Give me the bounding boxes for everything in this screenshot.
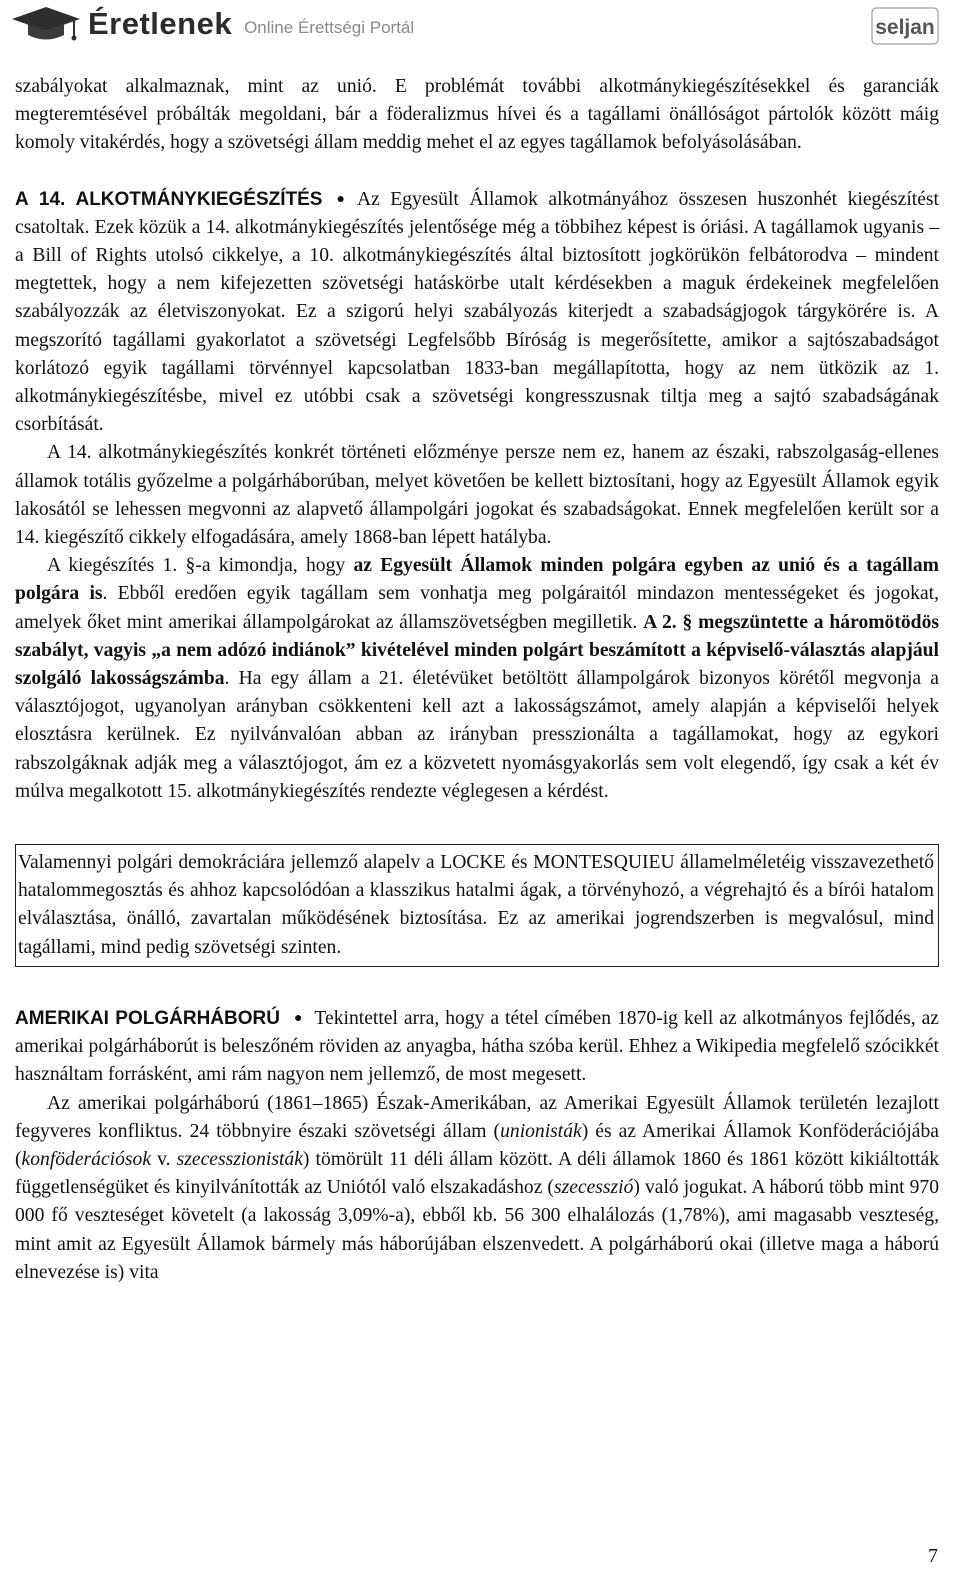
text-run: . Ebből eredően egyik tagállam sem vonhatja meg polgáraitól mindazon mentességeket és jogokat, amelyek őket mint amerikai állampolgárokat az államszövetségben megilletik. — [15, 583, 939, 633]
text-run: A kiegészítés 1. §-a kimondja, hogy — [47, 555, 354, 577]
section-text: Tekintettel arra, hogy a tétel címében 1870-ig kell az alkotmányos fejlődés, az amerikai polgárháborút is beleszőném röviden az anyagba, hátha szóba kerül. Ehhez a Wikipedia megfelelő szócikkét használtam forrásként, ami rám nagyon nem jellemző, de most megesett. — [15, 1007, 939, 1086]
section-heading: AMERIKAI POLGÁRHÁBORÚ — [15, 1007, 280, 1029]
italic-text: szecesszionisták — [176, 1148, 303, 1170]
italic-text: szecesszió — [553, 1177, 634, 1199]
section-heading: A 14. ALKOTMÁNYKIEGÉSZÍTÉS — [15, 188, 323, 210]
section-civil-war — [15, 1005, 939, 1090]
text-run: . Ha egy állam a 21. életévüket betöltött állampolgárok bizonyos körétől megvonja a választójogot, ugyanolyan arányban csökkenteni kell azt a lakosságszámot, amely alapján a képviselői helyek elosztásra kerülnek. Ez nyilvánvalóan abban az irányban presszionálta a tagállamokat, hogy az egykori rabszolgáknak adják meg a választójogot, ám ez a közvetett nyomásgyakorlás sem volt elegendő, így csak a két év múlva megalkotott 15. alkotmánykiegészítés rendezte véglegesen a kérdést. — [15, 668, 939, 802]
paragraph: szabályokat alkalmaznak, mint az unió. E problémát további alkotmánykiegészítésekkel és garanciák megteremtésével próbálták megoldani, bár a föderalizmus hívei és a tagállami önállóságot pártolók között máig komoly vitakérdés, hogy a szövetségi állam meddig mehet el az egyes tagállamok befolyásolásában. — [15, 76, 939, 154]
paragraph: A 14. alkotmánykiegészítés konkrét történeti előzménye persze nem ez, hanem az északi, rabszolgaság-ellenes államok totális győzelme a polgárháborúban, melyet követően be kellett biztosítani, hogy az Egyesült Államok egyik lakosától se lehessen megvonni az alapvető állampolgári jogokat és szabadságokat. Ennek megfelelően került sor a 14. kiegészítő cikkely elfogadására, amely 1868-ban lépett hatályba. — [15, 442, 939, 549]
bold-text: az Egyesült Államok minden polgára egyben az unió és a tagállam polgára is — [15, 555, 939, 605]
section-14th-amendment — [15, 186, 939, 440]
italic-text: konföderációsok — [21, 1148, 152, 1170]
seljan-logo-icon — [870, 5, 940, 47]
text-run: ) tömörült 11 déli állam között. A déli államok 1860 és 1861 között kikiáltották függetlenségüket és kinyilvánították az Uniótól való elszakadáshoz ( — [15, 1148, 939, 1199]
page-header — [0, 0, 960, 55]
bullet-icon: ● — [336, 191, 345, 207]
info-box: Valamennyi polgári demokráciára jellemző alapelv a LOCKE és MONTESQUIEU államelméletéig visszavezethető hatalommegosztás és ahhoz kapcsolódóan a klasszikus hatalmi ágak, a törvényhozó, a végrehajtó és a bírói hatalom elválasztása, önálló, zavartalan működésének biztosítása. Ez az amerikai jogrendszerben is megvalósul, mind tagállami, mind pedig szövetségi szinten. — [15, 844, 939, 967]
partner-logo[interactable] — [870, 6, 940, 46]
page-number: 7 — [928, 1545, 938, 1567]
section-text: Az Egyesült Államok alkotmányához összesen huszonhét kiegészítést csatoltak. Ezek közük a 14. alkotmánykiegészítés jelentősége még a többihez képest is óriási. A tagállamok ugyanis – a Bill of Rights utolsó cikkelye, a 10. alkotmánykiegészítés által biztosított jogkörükön felbátorodva – mindent megtettek, hogy a nem kifejezetten szövetségi hatáskörbe utalt kérdésekben a maguk érdekeinek megfelelően szabályozzák az életviszonyokat. Ez a szigorú helyi szabályozás kiterjedt a szabadságjogok tárgykörére is. A megszorító tagállami gyakorlatot a szövetségi Legfelsőbb Bíróság is megerősítette, amikor a sajtószabadságot korlátozó egyik tagállami törvénnyel kapcsolatban 1833-ban megállapította, hogy az nem ütközik az 1. alkotmánykiegészítésbe, mivel ez utóbbi csak a szövetségi kongresszusnak tiltja meg a sajtó szabadságának csorbítását. — [15, 188, 939, 436]
site-logo[interactable] — [10, 2, 414, 46]
italic-text: unionisták — [500, 1120, 582, 1142]
paragraph-equal-citizenship — [15, 552, 939, 806]
bold-text: A 2. § megszüntette a háromötödös szabályt, vagyis „a nem adózó indiánok” kivételével minden polgárt beszámított a képviselő-választás alapjául szolgáló lakosságszámba — [15, 611, 939, 690]
text-run: ) és az Amerikai Államok Konföderációjába ( — [15, 1120, 939, 1170]
text-run: v. — [151, 1148, 177, 1170]
brand-name: Éretlenek — [88, 6, 233, 41]
brand-subtitle: Online Érettségi Portál — [244, 18, 415, 37]
text-run: ) való jogukat. A háború több mint 970 000 fő veszteséget követelt (a lakosság 3,09%-a), ebből kb. 56 300 elhalálozás (1,78%), ami magasabb veszteség, mint amit az Egyesült Államok bármely más háborújában elszenvedett. A polgárháború okai (illetve maga a háború elnevezése is) vita — [15, 1177, 940, 1283]
bullet-icon: ● — [293, 1010, 303, 1026]
text-run: Az amerikai polgárháború (1861–1865) Észak-Amerikában, az Amerikai Egyesült Államok területén lezajlott fegyveres konfliktus. 24 többnyire északi szövetségi állam ( — [15, 1092, 939, 1142]
paragraph-civil-war — [15, 1090, 939, 1287]
svg-text:seljan: seljan — [875, 16, 935, 39]
document-body — [15, 73, 939, 1287]
graduation-cap-icon — [10, 4, 82, 44]
